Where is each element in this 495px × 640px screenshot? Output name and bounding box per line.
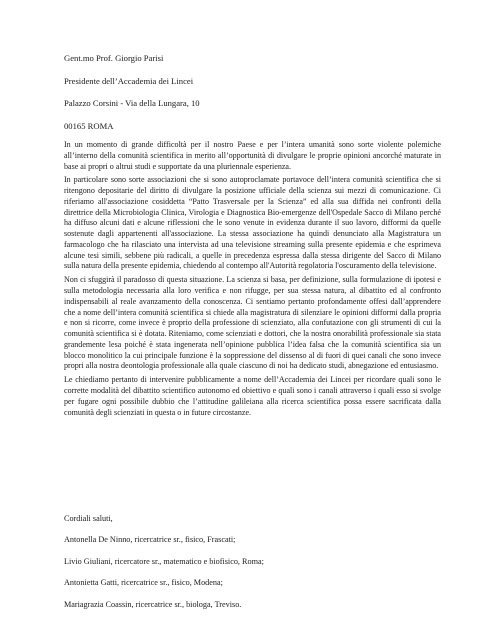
signatory: Livio Giuliani, ricercatore sr., matematico e biofisico, Roma;	[64, 556, 264, 566]
recipient-city: 00165 ROMA	[64, 120, 114, 131]
recipient-street: Palazzo Corsini - Via della Lungara, 10	[64, 98, 200, 108]
signatory: Mariagrazia Coassin, ricercatrice sr., biologa, Treviso.	[64, 599, 242, 609]
recipient-address	[64, 53, 444, 143]
body-paragraph-3: Non ci sfuggirà il paradosso di questa situazione. La scienza si basa, per definizione, sulla formulazione di ipotesi e sulla metodologia necessaria alla loro verifica e non rifugge, per sua stessa natura, al dibattito ed al confronto indispensabili al reale avanzamento della conoscenza. Ci sentiamo pertanto profondamente offesi dall’apprendere che a nome dell’intera comunità scientifica si chiede alla magistratura di silenziare le opinioni difformi dalla propria e non si ricorre, come invece è proprio della professione di scienziato, alla confutazione con gli strumenti di cui la comunità scientifica si è dotata. Riteniamo, come scienziati e dottori, che la nostra onorabilità professionale sia stata grandemente lesa poiché è stata ingenerata nell’opinione pubblica l’idea falsa che la comunità scientifica sia un blocco monolitico la cui principale funzione è la soppressione del dissenso al di fuori di quei canali che sono invece propri alla nostra deontologia professionale alla quale ciascuno di noi ha dedicato studi, abnegazione ed entusiasmo.	[64, 275, 441, 371]
recipient-name: Gent.mo Prof. Giorgio Parisi	[64, 53, 164, 63]
signatory: Antonietta Gatti, ricercatrice sr., fisico, Modena;	[64, 578, 223, 588]
body-paragraph-2: In particolare sono sorte associazioni che si sono autoproclamate portavoce dell’intera comunità scientifica che si ritengono depositarie del diritto di divulgare la posizione ufficiale della scienza sui mezzi di comunicazione. Ci riferiamo all'associazione cosiddetta “Patto Trasversale per la Scienza” ed alla sua diffida nei confronti della direttrice della Microbiologia Clinica, Virologia e Diagnostica Bio-emergenze dell'Ospedale Sacco di Milano perché ha diffuso alcuni dati e alcune riflessioni che le sono venute in evidenza durante il suo lavoro, difformi da quelle sostenute dagli appartenenti all'associazione. La stessa associazione ha quindi denunciato alla Magistratura un farmacologo che ha rilasciato una intervista ad una televisione streaming sulla presente epidemia e che esprimeva alcune tesi simili, sebbene più radicali, a quelle in precedenza espressa dalla stessa dirigente del Sacco di Milano sulla natura della presente epidemia, chiedendo al contempo all'Autorità regolatoria l'oscuramento della televisione.	[64, 175, 441, 271]
recipient-role: Presidente dell’Accademia dei Lincei	[64, 75, 194, 86]
letter-closing	[64, 513, 444, 620]
letter-body	[64, 140, 441, 422]
body-paragraph-4: Le chiediamo pertanto di intervenire pubblicamente a nome dell’Accademia dei Lincei per ricordare quali sono le corrette modalità del dibattito scientifico autonomo ed obiettivo e quali sono i canali attraverso i quali esso si svolge per fugare ogni possibile dubbio che l’attitudine galileiana alla ricerca scientifica possa essere sacrificata dalla comunità degli scienziati in questa o in future circostanze.	[64, 375, 441, 417]
closing-greeting: Cordiali saluti,	[64, 514, 113, 523]
body-paragraph-1: In un momento di grande difficoltà per il nostro Paese e per l’intera umanità sono sorte violente polemiche all’interno della comunità scientifica in merito all’opportunità di divulgare le proprie opinioni ancorché maturate in base ai propri o altrui studi e supportate da una pluriennale esperienza.	[64, 140, 441, 171]
signatory: Antonella De Ninno, ricercatrice sr., fisico, Frascati;	[64, 535, 236, 545]
